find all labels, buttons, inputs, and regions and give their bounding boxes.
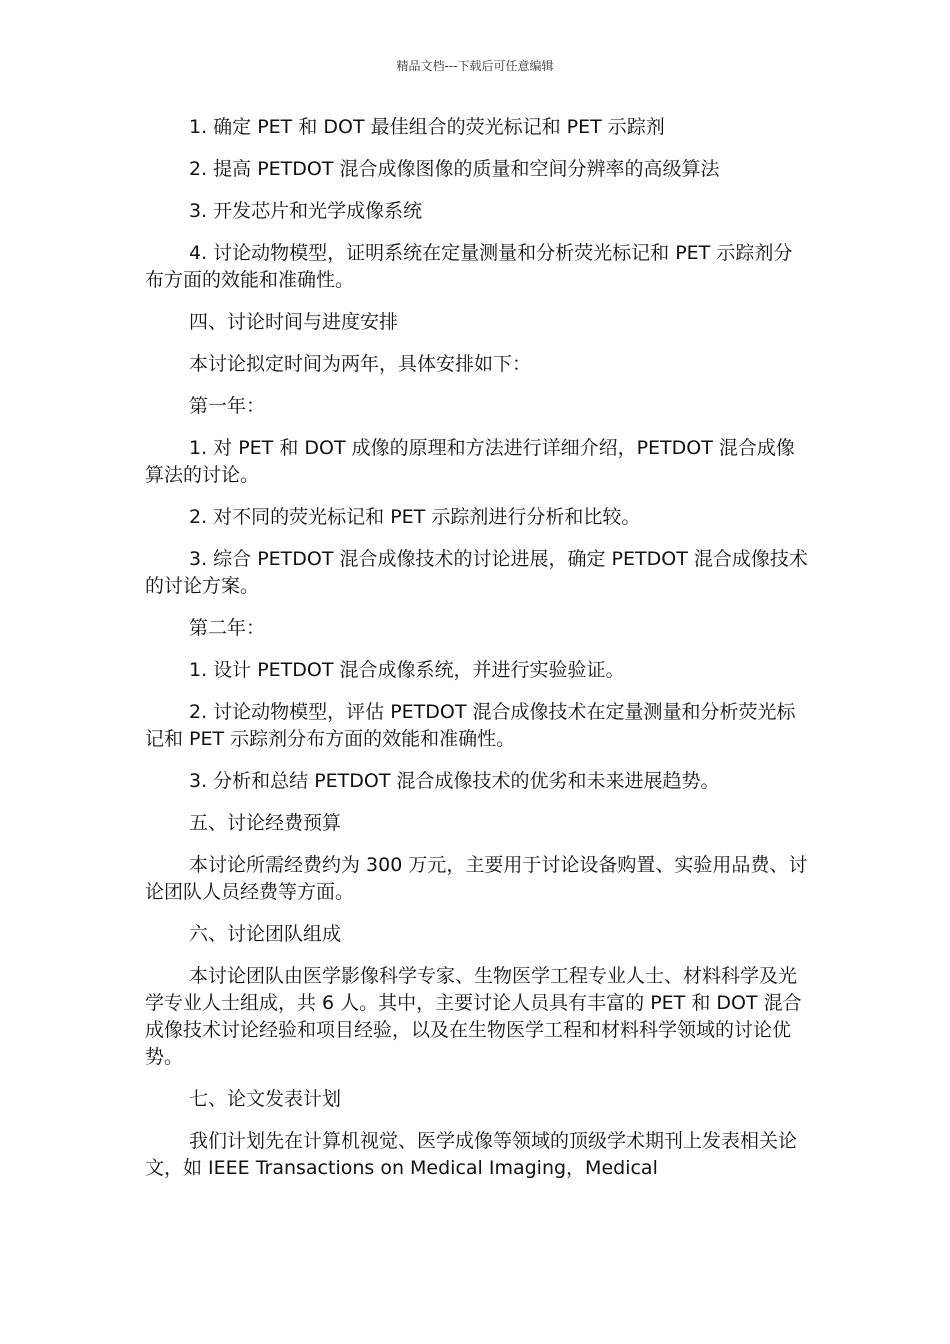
year-one-item-2: 2. 对不同的荧光标记和 PET 示踪剂进行分析和比较。 (189, 506, 641, 528)
publication-text: 我们计划先在计算机视觉、医学成像等领域的顶级学术期刊上发表相关论文，如 IEEE Transactions on Medical Imaging，Medical (145, 1130, 798, 1179)
goal-item-1: 1. 确定 PET 和 DOT 最佳组合的荧光标记和 PET 示踪剂 (189, 116, 665, 138)
year-two-heading: 第二年： (189, 617, 266, 639)
goal-item-2: 2. 提高 PETDOT 混合成像图像的质量和空间分辨率的高级算法 (189, 158, 720, 180)
year-one-item-3: 3. 综合 PETDOT 混合成像技术的讨论进展，确定 PETDOT 混合成像技术的讨论方案。 (145, 548, 808, 597)
section-heading-team: 六、讨论团队组成 (189, 923, 342, 945)
team-text: 本讨论团队由医学影像科学专家、生物医学工程专业人士、材料科学及光学专业人士组成，共 6 人。其中，主要讨论人员具有丰富的 PET 和 DOT 混合成像技术讨论经验和项目经验，以及在生物医学工程和材料科学领域的讨论优势。 (145, 965, 802, 1068)
year-one-heading: 第一年： (189, 395, 266, 417)
section-heading-budget: 五、讨论经费预算 (189, 812, 342, 834)
budget-text: 本讨论所需经费约为 300 万元，主要用于讨论设备购置、实验用品费、讨论团队人员经费等方面。 (145, 854, 808, 903)
year-one-item-1: 1. 对 PET 和 DOT 成像的原理和方法进行详细介绍，PETDOT 混合成像算法的讨论。 (145, 437, 795, 486)
goal-item-4: 4. 讨论动物模型，证明系统在定量测量和分析荧光标记和 PET 示踪剂分布方面的效能和准确性。 (145, 242, 793, 291)
schedule-intro: 本讨论拟定时间为两年，具体安排如下： (189, 353, 532, 375)
goal-item-3: 3. 开发芯片和光学成像系统 (189, 200, 423, 222)
year-two-item-3: 3. 分析和总结 PETDOT 混合成像技术的优劣和未来进展趋势。 (189, 770, 720, 792)
year-two-item-2: 2. 讨论动物模型，评估 PETDOT 混合成像技术在定量测量和分析荧光标记和 PET 示踪剂分布方面的效能和准确性。 (145, 701, 796, 750)
section-heading-publication: 七、论文发表计划 (189, 1088, 342, 1110)
section-heading-schedule: 四、讨论时间与进度安排 (189, 311, 399, 333)
year-two-item-1: 1. 设计 PETDOT 混合成像系统，并进行实验验证。 (189, 659, 625, 681)
document-body (145, 114, 809, 1197)
page-header: 精品文档---下载后可任意编辑 (396, 59, 554, 73)
